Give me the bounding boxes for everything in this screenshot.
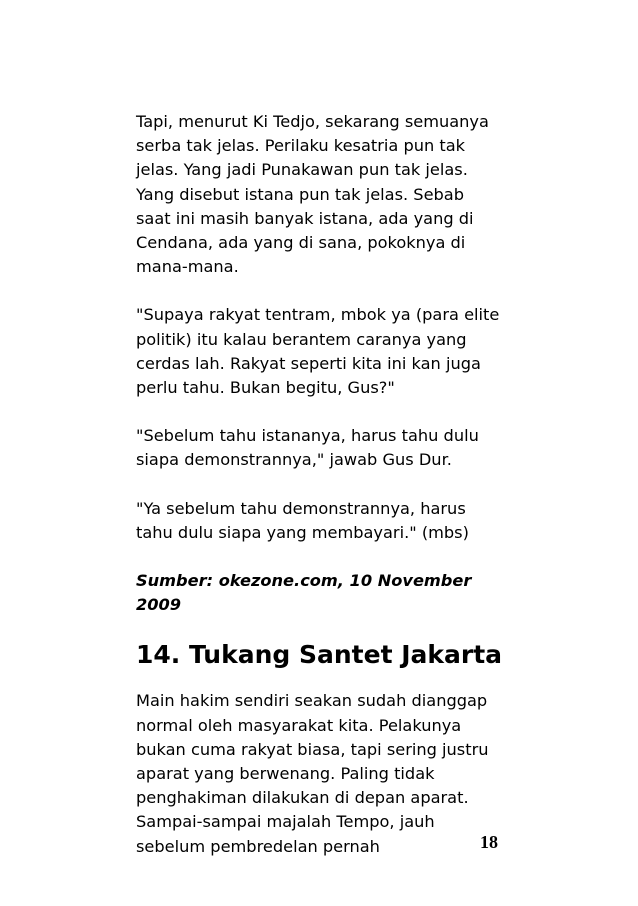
text-line: "Sebelum tahu istananya, harus tahu dulu	[136, 426, 479, 446]
page-number: 18	[480, 832, 498, 852]
text-line: jelas. Yang jadi Punakawan pun tak jelas.	[136, 160, 468, 180]
text-line: cerdas lah. Rakyat seperti kita ini kan juga	[136, 353, 481, 373]
section-gap	[136, 671, 516, 689]
text-line: Tapi, menurut Ki Tedjo, sekarang semuanya	[136, 112, 489, 131]
paragraph-ki-tedjo	[136, 110, 516, 279]
text-line: perlu tahu. Bukan begitu, Gus?"	[136, 378, 395, 398]
text-line: serba tak jelas. Perilaku kesatria pun tak	[136, 136, 466, 156]
text-line: normal oleh masyarakat kita. Pelakunya	[136, 715, 462, 735]
paragraph-main-hakim	[136, 689, 516, 858]
paragraph-gus-dur-reply	[136, 424, 516, 472]
text-line: saat ini masih banyak istana, ada yang di	[136, 208, 474, 228]
section-gap	[136, 617, 516, 639]
text-line: 2009	[136, 595, 182, 615]
text-line: Cendana, ada yang di sana, pokoknya di	[136, 233, 466, 253]
text-line: mana-mana.	[136, 257, 239, 277]
text-line: sebelum pembredelan pernah	[136, 836, 380, 856]
paragraph-membayari	[136, 497, 516, 545]
text-line: "Supaya rakyat tentram, mbok ya (para elite	[136, 305, 500, 325]
text-line: bukan cuma rakyat biasa, tapi sering justru	[136, 739, 489, 759]
source-citation	[136, 569, 516, 617]
text-line: siapa demonstrannya," jawab Gus Dur.	[136, 450, 452, 470]
paragraph-gap	[136, 279, 516, 303]
text-line: Main hakim sendiri seakan sudah dianggap	[136, 691, 488, 711]
paragraph-gap	[136, 545, 516, 569]
text-line: aparat yang berwenang. Paling tidak	[136, 764, 435, 784]
text-line: penghakiman dilakukan di depan aparat.	[136, 788, 469, 808]
chapter-title: 14. Tukang Santet Jakarta	[136, 640, 503, 670]
paragraph-gap	[136, 400, 516, 424]
text-line: Sampai-sampai majalah Tempo, jauh	[136, 812, 435, 832]
text-line: "Ya sebelum tahu demonstrannya, harus	[136, 498, 466, 518]
paragraph-gap	[136, 473, 516, 497]
page-body	[136, 110, 516, 859]
text-line: tahu dulu siapa yang membayari." (mbs)	[136, 522, 469, 542]
paragraph-rakyat-tentram	[136, 303, 516, 400]
text-line: Yang disebut istana pun tak jelas. Sebab	[136, 184, 465, 204]
text-line: Sumber: okezone.com, 10 November	[136, 571, 472, 591]
text-line: politik) itu kalau berantem caranya yang	[136, 329, 467, 349]
